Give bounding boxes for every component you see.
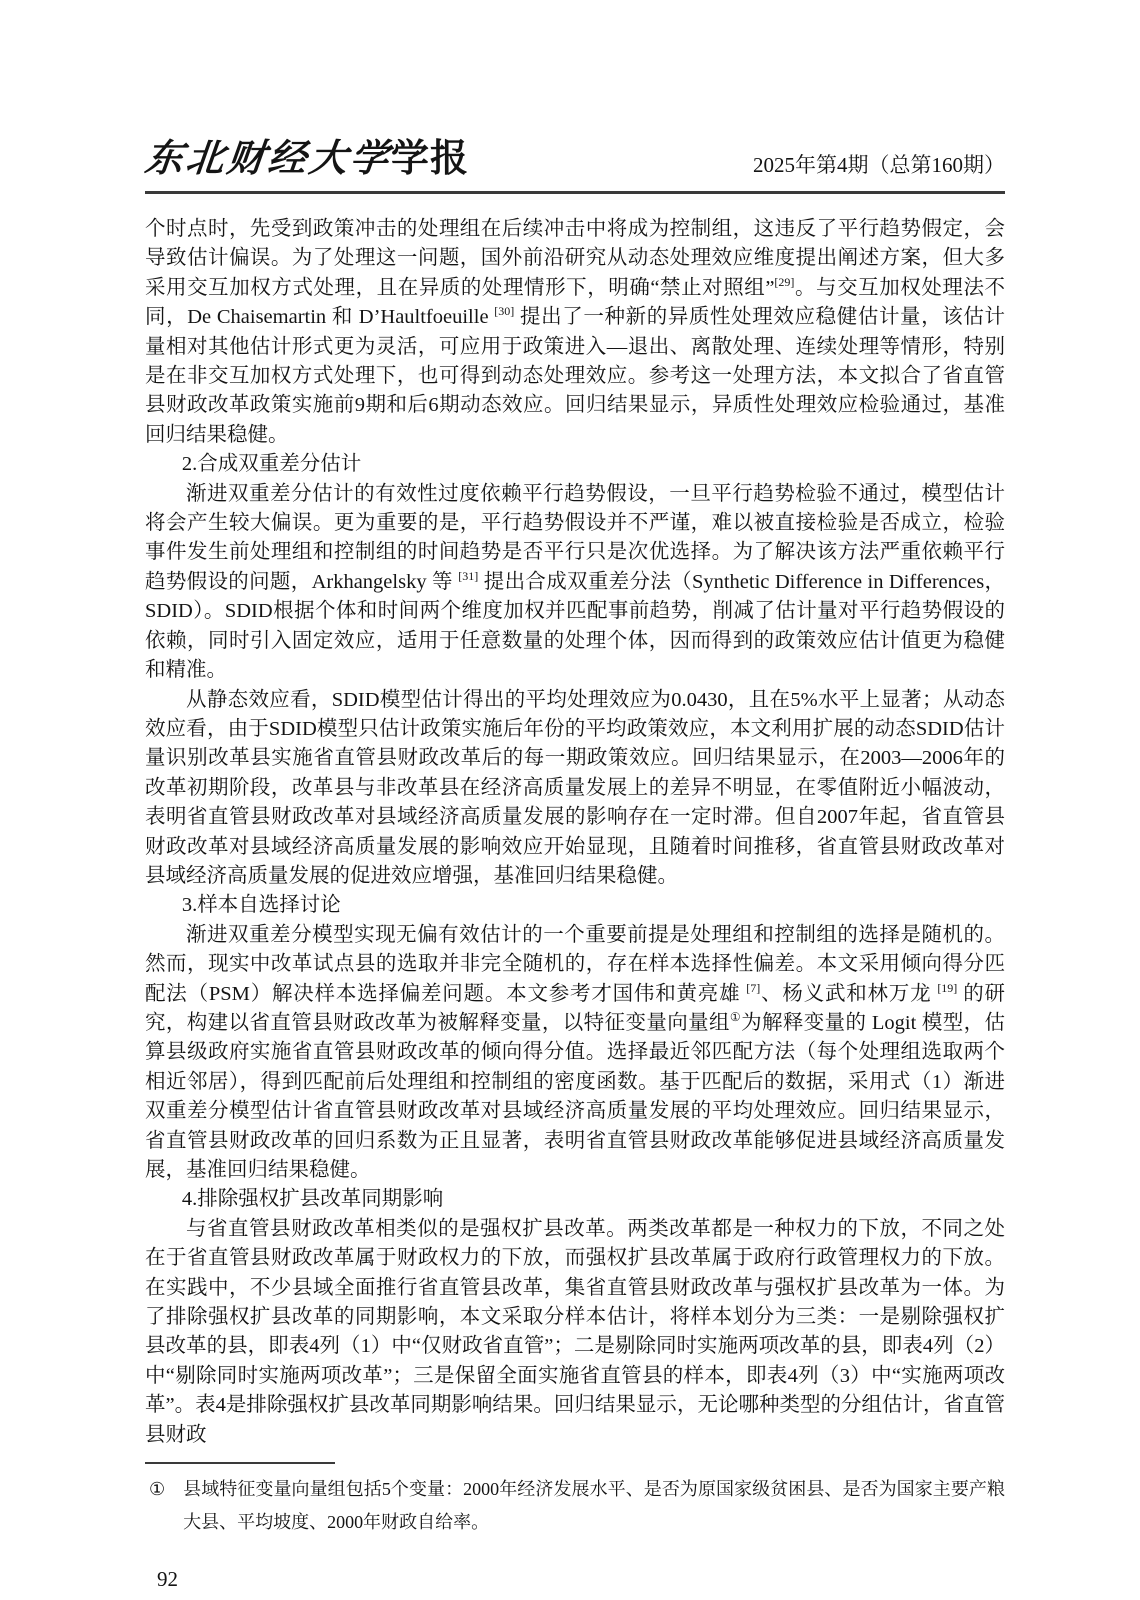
citation-ref: [7] <box>746 980 761 995</box>
journal-logo-calligraphy: 东北财经大学 <box>142 138 394 180</box>
citation-ref: [19] <box>937 980 958 995</box>
paragraph: 与省直管县财政改革相类似的是强权扩县改革。两类改革都是一种权力的下放，不同之处在于省直管县财政改革属于财政权力的下放，而强权扩县改革属于政府行政管理权力的下放。在实践中，不少县域全面推行省直管县改革，集省直管县财政改革与强权扩县改革为一体。为了排除强权扩县改革的同期影响，本文采取分样本估计，将样本划分为三类：一是剔除强权扩县改革的县，即表4列（1）中“仅财政省直管”；二是剔除同时实施两项改革的县，即表4列（2）中“剔除同时实施两项改革”；三是保留全面实施省直管县的样本，即表4列（3）中“实施两项改革”。表4是排除强权扩县改革同期影响结果。回归结果显示，无论哪种类型的分组估计，省直管县财政 <box>145 1217 1005 1446</box>
paragraph: 渐进双重差分估计的有效性过度依赖平行趋势假设，一旦平行趋势检验不通过，模型估计将会产生较大偏误。更为重要的是，平行趋势假设并不严谨，难以被直接检验是否成立，检验事件发生前处理组和控制组的时间趋势是否平行只是次优选择。为了解决该方法严重依赖平行趋势假设的问题，Arkhangelsky 等 [31] 提出合成双重差分法（Synthetic Difference in Differences，SDID）。SDID根据个体和时间两个维度加权并匹配事前趋势，削减了估计量对平行趋势假设的依赖，同时引入固定效应，适用于任意数量的处理个体，因而得到的政策效应估计值更为稳健和精准。 <box>145 482 1005 682</box>
page-number: 92 <box>157 1567 178 1592</box>
paragraph: 渐进双重差分模型实现无偏有效估计的一个重要前提是处理组和控制组的选择是随机的。然而，现实中改革试点县的选取并非完全随机的，存在样本选择性偏差。本文采用倾向得分匹配法（PSM）解决样本选择偏差问题。本文参考才国伟和黄亮雄 [7]、杨义武和林万龙 [19] 的研究，构建以省直管县财政改革为被解释变量，以特征变量向量组①为解释变量的 Logit 模型，估算县级政府实施省直管县财政改革的倾向得分值。选择最近邻匹配方法（每个处理组选取两个相近邻居），得到匹配前后处理组和控制组的密度函数。基于匹配后的数据，采用式（1）渐进双重差分模型估计省直管县财政改革对县域经济高质量发展的平均处理效应。回归结果显示，省直管县财政改革的回归系数为正且显著，表明省直管县财政改革能够促进县域经济高质量发展，基准回归结果稳健。 <box>145 923 1006 1181</box>
section-heading: 3.样本自选择讨论 <box>181 894 341 917</box>
paragraph: 个时点时，先受到政策冲击的处理组在后续冲击中将成为控制组，这违反了平行趋势假定，会导致估计偏误。为了处理这一问题，国外前沿研究从动态处理效应维度提出阐述方案，但大多采用交互加权方式处理，且在异质的处理情形下，明确“禁止对照组”[29]。与交互加权处理法不同，De Chaisemartin 和 D’Haultfoeuille [30] 提出了一种新的异质性处理效应稳健估计量，该估计量相对其他估计形式更为灵活，可应用于政策进入—退出、离散处理、连续处理等情形，特别是在非交互加权方式处理下，也可得到动态处理效应。参考这一处理方法，本文拟合了省直管县财政改革政策实施前9期和后6期动态效应。回归结果显示，异质性处理效应检验通过，基准回归结果稳健。 <box>145 218 1006 446</box>
citation-ref: [31] <box>458 569 479 584</box>
journal-logo-suffix: 学报 <box>391 138 470 180</box>
issue-info: 2025年第4期（总第160期） <box>753 153 1005 177</box>
journal-logo <box>142 136 470 182</box>
paragraph: 从静态效应看，SDID模型估计得出的平均处理效应为0.0430，且在5%水平上显著；从动态效应看，由于SDID模型只估计政策实施后年份的平均政策效应，本文利用扩展的动态SDID估计量识别改革县实施省直管县财政改革后的每一期政策效应。回归结果显示，在2003—2006年的改革初期阶段，改革县与非改革县在经济高质量发展上的差异不明显，在零值附近小幅波动，表明省直管县财政改革对县域经济高质量发展的影响存在一定时滞。但自2007年起，省直管县财政改革对县域经济高质量发展的影响效应开始显现，且随着时间推移，省直管县财政改革对县域经济高质量发展的促进效应增强，基准回归结果稳健。 <box>145 688 1005 887</box>
page-header <box>142 136 1005 194</box>
footnote-separator <box>145 1462 335 1464</box>
article-body <box>145 215 1005 1450</box>
section-heading: 4.排除强权扩县改革同期影响 <box>181 1188 444 1211</box>
footnote <box>145 1473 1005 1539</box>
citation-ref: [30] <box>494 304 515 319</box>
citation-ref: ① <box>729 1010 742 1025</box>
citation-ref: [29] <box>774 274 795 289</box>
footnote-marker: ① <box>149 1479 166 1500</box>
section-heading: 2.合成双重差分估计 <box>181 453 362 476</box>
footnote-text: 县域特征变量向量组包括5个变量：2000年经济发展水平、是否为原国家级贫困县、是否为国家主要产粮大县、平均坡度、2000年财政自给率。 <box>183 1479 1005 1533</box>
